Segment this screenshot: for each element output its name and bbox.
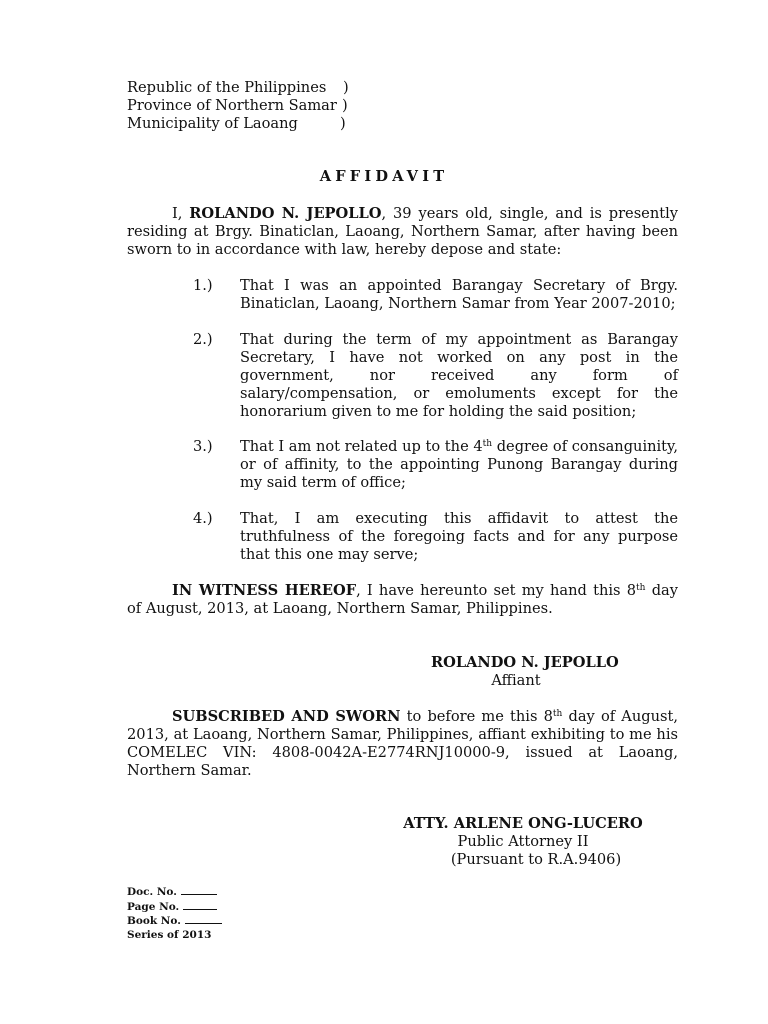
jurat-text: day of August, 2013, at Laoang, Northern Samar, Philippines, affiant exhibiting to me his COMELEC VIN: 4808-0042A-E2774RNJ10000-9, issued at Laoang, Northern Samar. — [127, 708, 678, 779]
item-text: That during the term of my appointment as Barangay Secretary, I have not worked on any post in the government, nor received any form of salary/compensation, or emoluments except for the honorarium given to me for holding the said position; — [240, 331, 678, 420]
intro-prefix: I, — [172, 205, 183, 222]
ordinal-suffix: th — [636, 583, 646, 593]
item-text: That I was an appointed Barangay Secretary of Brgy. Binaticlan, Laoang, Northern Samar from Year 2007-2010; — [240, 277, 678, 312]
venue-caption — [127, 79, 349, 133]
item-text: That, I am executing this affidavit to attest the truthfulness of the foregoing facts and for any purpose that this one may serve; — [240, 510, 678, 563]
page-no-blank — [183, 900, 217, 910]
jurat-text: to before me this 8 — [400, 708, 553, 725]
item-number: 3.) — [193, 438, 213, 455]
ordinal-suffix: th — [482, 439, 493, 449]
witness-text: , I have hereunto set my hand this 8 — [356, 582, 637, 599]
book-no-blank — [185, 914, 222, 924]
doc-no-blank — [181, 885, 217, 895]
item-text-part: degree of consanguinity, or of affinity, to the appointing Punong Barangay during my said term of office; — [240, 438, 678, 491]
item-number: 2.) — [193, 331, 213, 348]
book-no-label: Book No. — [127, 915, 181, 927]
doc-no-label: Doc. No. — [127, 886, 177, 898]
caption-municipality: Municipality of Laoang — [127, 115, 298, 132]
witness-heading: IN WITNESS HEREOF — [172, 582, 357, 599]
intro-text: , 39 years old, single, and is presently residing at Brgy. Binaticlan, Laoang, Northern Samar, after having been sworn to in accordance with law, hereby depose and state: — [127, 205, 678, 258]
item-number: 4.) — [193, 510, 213, 527]
ordinal-suffix: th — [552, 709, 563, 719]
jurat-paragraph — [127, 708, 678, 780]
caption-paren: ) — [340, 115, 346, 132]
series-label: Series of 2013 — [127, 928, 212, 941]
caption-paren: ) — [342, 97, 348, 114]
notarial-register — [127, 885, 222, 942]
document-title: AFFIDAVIT — [319, 168, 449, 185]
intro-paragraph — [127, 205, 678, 259]
caption-paren: ) — [343, 79, 349, 96]
affiant-label: Affiant — [491, 672, 541, 689]
item-text-part: That I am not related up to the 4 — [240, 438, 483, 455]
caption-province: Province of Northern Samar — [127, 97, 337, 114]
witness-text: day of August, 2013, at Laoang, Northern Samar, Philippines. — [127, 582, 678, 617]
affiant-name-inline: ROLANDO N. JEPOLLO — [189, 205, 382, 222]
jurat-heading: SUBSCRIBED AND SWORN — [172, 708, 401, 725]
item-text — [240, 438, 678, 492]
item-number: 1.) — [193, 277, 213, 294]
notary-authority: (Pursuant to R.A.9406) — [450, 851, 622, 868]
notary-name: ATTY. ARLENE ONG-LUCERO — [403, 815, 643, 832]
page-no-label: Page No. — [127, 900, 180, 913]
caption-republic: Republic of the Philippines — [127, 79, 327, 96]
notary-title: Public Attorney II — [457, 833, 589, 850]
witness-paragraph — [127, 582, 678, 618]
affiant-signature-name: ROLANDO N. JEPOLLO — [431, 654, 619, 671]
